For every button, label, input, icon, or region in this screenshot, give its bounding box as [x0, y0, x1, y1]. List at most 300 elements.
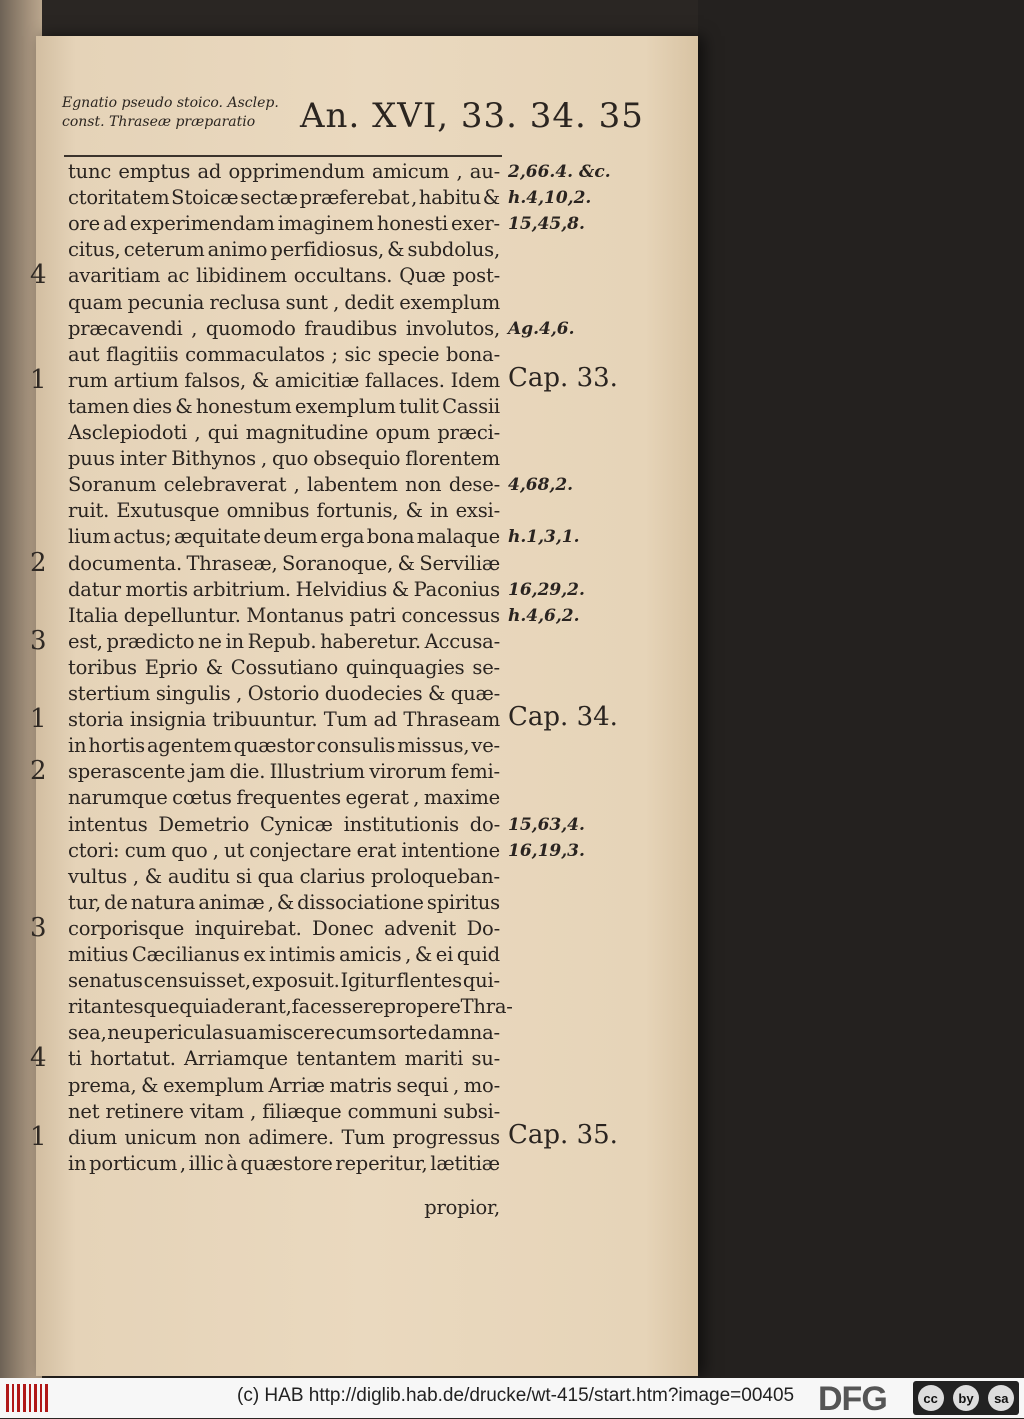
word: &: [144, 865, 162, 888]
word: malaque: [416, 525, 500, 548]
word: censuisset,: [143, 969, 251, 992]
word: sequi: [396, 1074, 449, 1097]
text-line: [68, 552, 500, 575]
text-line: [68, 186, 500, 209]
word: Tum: [341, 1126, 385, 1149]
word: jam: [189, 760, 226, 783]
text-line: [68, 343, 500, 366]
word: Soranoque,: [281, 552, 394, 575]
word: Exutusque: [116, 499, 220, 522]
word: sunt: [285, 291, 328, 314]
word: inter: [119, 447, 167, 470]
word: artium: [113, 369, 179, 392]
word: Italia: [68, 604, 119, 627]
word: non: [405, 473, 442, 496]
word: natura: [130, 891, 196, 914]
word: à: [226, 1152, 238, 1175]
text-line: [68, 1152, 500, 1175]
word: Ostorio: [247, 682, 320, 705]
word: haberetur.: [320, 630, 421, 653]
margin-reference: 16,29,2.: [508, 580, 585, 600]
margin-reference: 15,45,8.: [508, 214, 585, 234]
header-marginal-note: [62, 94, 302, 132]
word: sea,: [68, 1021, 107, 1044]
word: magnitudine: [245, 421, 369, 444]
word: Montanus: [246, 604, 344, 627]
text-line: [68, 995, 513, 1018]
word: quæstor: [233, 734, 315, 757]
header-note-line-1: Egnatio pseudo stoico. Asclep.: [62, 95, 279, 111]
word: retinere: [105, 1100, 184, 1123]
word: ,: [179, 1152, 186, 1175]
word: Arriæ: [268, 1074, 325, 1097]
word: mortis: [125, 578, 188, 601]
text-line: [68, 421, 500, 444]
word: sua: [223, 1021, 258, 1044]
catchword: propior,: [424, 1196, 500, 1219]
word: Thraseam: [403, 708, 500, 731]
text-line: [68, 447, 500, 470]
word: hortatut.: [90, 1047, 176, 1070]
word: obsequio: [313, 447, 401, 470]
word: ad: [373, 708, 398, 731]
word: agentem: [146, 734, 232, 757]
word: Cassii: [442, 395, 500, 418]
by-icon: by: [953, 1385, 979, 1411]
word: cum: [335, 1021, 377, 1044]
word: mo-: [463, 1074, 500, 1097]
text-line: [68, 473, 500, 496]
word: mitius: [68, 943, 129, 966]
word: conjectare: [249, 839, 352, 862]
word: subsi-: [443, 1100, 500, 1123]
text-line: [68, 786, 500, 809]
word: patri: [349, 604, 396, 627]
word: narumque: [68, 786, 168, 809]
word: ad: [103, 212, 127, 235]
word: Paconius: [413, 578, 500, 601]
word: emptus: [118, 160, 191, 183]
word: mariti: [404, 1047, 464, 1070]
word: Thraseæ,: [186, 552, 278, 575]
word: ctoritatem: [68, 186, 170, 209]
text-line: [68, 578, 500, 601]
word: documenta.: [68, 552, 182, 575]
word: bona: [366, 525, 415, 548]
word: tur,: [68, 891, 101, 914]
header-rule: [64, 155, 502, 157]
word: ,: [293, 473, 300, 496]
word: ,: [453, 1074, 460, 1097]
word: &: [141, 1074, 159, 1097]
word: Asclepiodoti: [68, 421, 188, 444]
word: Serviliæ: [419, 552, 500, 575]
text-line: [68, 160, 500, 183]
word: &: [414, 943, 433, 966]
word: do-: [469, 813, 500, 836]
word: dedit: [344, 291, 394, 314]
word: &: [391, 578, 409, 601]
footer-credit-link[interactable]: (c) HAB http://diglib.hab.de/drucke/wt-415/start.htm?image=00405: [237, 1385, 795, 1406]
word: inquirebat.: [194, 917, 302, 940]
word: experimendam: [129, 212, 275, 235]
word: honestum: [195, 395, 292, 418]
word: dissociatione: [297, 891, 424, 914]
word: exemplum: [163, 1074, 264, 1097]
word: ,: [333, 291, 340, 314]
word: Do-: [466, 917, 500, 940]
margin-reference: h.4,6,2.: [508, 606, 580, 626]
word: commaculatos: [185, 343, 325, 366]
text-line: [68, 317, 500, 340]
word: omnibus: [226, 499, 310, 522]
text-line: [68, 813, 500, 836]
word: æquitate: [174, 525, 261, 548]
word: citus,: [68, 238, 121, 261]
word: arbitrium.: [192, 578, 291, 601]
section-number: 3: [30, 626, 47, 656]
word: tamen: [68, 395, 130, 418]
word: rum: [68, 369, 108, 392]
word: vitam: [189, 1100, 245, 1123]
section-number: 1: [30, 365, 47, 395]
word: tentantem: [296, 1047, 397, 1070]
word: hortis: [88, 734, 145, 757]
word: celebraverat: [163, 473, 287, 496]
text-line: [68, 369, 500, 392]
word: &: [397, 552, 415, 575]
word: illic: [188, 1152, 224, 1175]
word: de: [104, 891, 128, 914]
word: avaritiam: [68, 264, 161, 287]
text-line: [68, 839, 500, 862]
word: ;: [331, 343, 338, 366]
word: reperitur,: [335, 1152, 428, 1175]
word: involutos,: [405, 317, 500, 340]
text-line: [68, 604, 500, 627]
word: habitu: [418, 186, 481, 209]
word: lium: [68, 525, 111, 548]
word: communi: [347, 1100, 438, 1123]
word: advenit: [384, 917, 457, 940]
word: erga: [320, 525, 365, 548]
word: exer-: [450, 212, 500, 235]
chapter-marker: Cap. 33.: [508, 363, 618, 393]
word: Cæcilianus: [131, 943, 240, 966]
word: ,: [191, 317, 198, 340]
word: Accusa-: [424, 630, 500, 653]
text-line: [68, 891, 500, 914]
word: maxime: [423, 786, 500, 809]
word: opprimendum: [228, 160, 365, 183]
cc-license-badge[interactable]: [913, 1381, 1019, 1415]
word: Igitur: [340, 969, 396, 992]
word: ctori:: [68, 839, 120, 862]
text-line: [68, 734, 500, 757]
word: Illustrium: [269, 760, 365, 783]
word: non: [204, 1126, 241, 1149]
word: dese-: [448, 473, 500, 496]
word: stertium: [68, 682, 151, 705]
word: Repub.: [247, 630, 317, 653]
word: pecunia: [127, 291, 205, 314]
word: imaginem: [277, 212, 374, 235]
word: ,: [260, 447, 267, 470]
margin-reference: 4,68,2.: [508, 475, 574, 495]
word: quomodo: [205, 317, 296, 340]
word: prema,: [68, 1074, 137, 1097]
word: ne: [198, 630, 222, 653]
text-line: [68, 1047, 500, 1070]
word: in: [68, 1152, 87, 1175]
word: ei: [435, 943, 454, 966]
word: fallaces.: [364, 369, 445, 392]
text-line: [68, 943, 500, 966]
word: flentes: [396, 969, 462, 992]
word: Eprio: [144, 656, 198, 679]
word: virorum: [369, 760, 447, 783]
header-note-line-2: const. Thraseæ præparatio: [62, 114, 256, 130]
running-title: An. XVI, 33. 34. 35: [300, 96, 644, 136]
word: propere: [383, 995, 461, 1018]
word: &: [251, 369, 269, 392]
word: &: [276, 891, 294, 914]
word: exposuit.: [251, 969, 340, 992]
section-number: 2: [30, 548, 47, 578]
word: amicitiæ: [274, 369, 360, 392]
word: actus;: [113, 525, 172, 548]
word: aut: [68, 343, 100, 366]
text-line: [68, 212, 500, 235]
word: ut: [224, 839, 244, 862]
word: fraudibus: [304, 317, 398, 340]
word: quo: [171, 839, 208, 862]
word: consulis: [316, 734, 396, 757]
word: ,: [132, 865, 139, 888]
word: reclusa: [209, 291, 281, 314]
word: ad: [197, 160, 222, 183]
section-number: 3: [30, 913, 47, 943]
word: tribuuntur.: [212, 708, 318, 731]
text-line: [68, 1021, 500, 1044]
word: Demetrio: [158, 813, 250, 836]
word: sectæ: [240, 186, 298, 209]
word: unicum: [124, 1126, 197, 1149]
text-line: [68, 865, 500, 888]
word: sperascente: [68, 760, 186, 783]
word: dies: [132, 395, 172, 418]
dfg-logo: DFG: [818, 1380, 887, 1418]
word: die.: [229, 760, 266, 783]
word: Thra-: [460, 995, 513, 1018]
word: Tum: [323, 708, 368, 731]
word: sic: [344, 343, 372, 366]
word: su-: [471, 1047, 500, 1070]
margin-reference: h.4,10,2.: [508, 188, 592, 208]
word: duodecies: [324, 682, 423, 705]
word: labentem: [307, 473, 398, 496]
word: ruit.: [68, 499, 110, 522]
word: amicis: [339, 943, 402, 966]
word: toribus: [68, 656, 137, 679]
text-line: [68, 708, 500, 731]
word: quæ-: [450, 682, 500, 705]
word: egerat: [345, 786, 409, 809]
word: missus,: [397, 734, 470, 757]
word: clarius: [299, 865, 366, 888]
text-line: [68, 656, 500, 679]
word: spiritus: [426, 891, 500, 914]
word: qui: [207, 421, 239, 444]
word: præcavendi: [68, 317, 183, 340]
word: post-: [452, 264, 500, 287]
word: ,: [456, 160, 463, 183]
word: florentem: [405, 447, 500, 470]
word: exemplum: [399, 291, 500, 314]
margin-reference: h.1,3,1.: [508, 527, 580, 547]
margin-reference: 16,19,3.: [508, 841, 585, 861]
text-line: [68, 395, 500, 418]
word: ,: [411, 186, 418, 209]
word: pericula: [143, 1021, 224, 1044]
word: libidinem: [196, 264, 287, 287]
word: opum: [375, 421, 430, 444]
section-number: 2: [30, 756, 47, 786]
word: quo: [271, 447, 309, 470]
word: qui-: [462, 969, 500, 992]
text-line: [68, 291, 500, 314]
word: sorte: [377, 1021, 428, 1044]
word: ceterum: [123, 238, 205, 261]
word: in: [429, 499, 449, 522]
word: ,: [413, 786, 420, 809]
word: ve-: [471, 734, 500, 757]
word: exemplum: [294, 395, 396, 418]
word: concessus: [401, 604, 500, 627]
word: flagitiis: [106, 343, 179, 366]
word: qua: [257, 865, 294, 888]
text-line: [68, 760, 500, 783]
word: damna-: [427, 1021, 500, 1044]
word: cum: [124, 839, 167, 862]
word: institutionis: [343, 813, 459, 836]
word: in: [225, 630, 244, 653]
section-number: 4: [30, 1043, 47, 1073]
text-line: [68, 682, 500, 705]
word: facessere: [291, 995, 384, 1018]
word: au-: [469, 160, 500, 183]
word: ritantesque: [68, 995, 180, 1018]
word: quinquagies: [345, 656, 465, 679]
word: Arriamque: [184, 1047, 288, 1070]
hab-logo-icon: [6, 1384, 48, 1412]
word: intentus: [68, 813, 148, 836]
word: proloqueban-: [370, 865, 500, 888]
section-number: 1: [30, 704, 47, 734]
word: ,: [405, 943, 412, 966]
word: deum: [263, 525, 318, 548]
word: specie: [377, 343, 440, 366]
word: quam: [68, 291, 123, 314]
text-line: [68, 1100, 500, 1123]
word: Helvidius: [295, 578, 388, 601]
word: ore: [68, 212, 101, 235]
word: porticum: [89, 1152, 178, 1175]
word: filiæque: [262, 1100, 342, 1123]
word: aderant,: [210, 995, 292, 1018]
word: &: [428, 682, 446, 705]
footer-bar: [0, 1378, 1024, 1418]
word: perfidiosus,: [270, 238, 385, 261]
word: datur: [68, 578, 121, 601]
word: erat: [356, 839, 397, 862]
word: femi-: [450, 760, 500, 783]
word: animo: [207, 238, 268, 261]
word: Quæ: [399, 264, 446, 287]
text-line: [68, 630, 500, 653]
word: intentione: [401, 839, 500, 862]
word: subdolus,: [407, 238, 500, 261]
word: in: [68, 734, 87, 757]
word: bona-: [445, 343, 500, 366]
section-number: 1: [30, 1122, 47, 1152]
word: præferebat: [299, 186, 410, 209]
word: ti: [68, 1047, 82, 1070]
word: animæ: [198, 891, 265, 914]
word: est,: [68, 630, 103, 653]
word: intimis: [269, 943, 336, 966]
word: senatus: [68, 969, 143, 992]
word: Soranum: [68, 473, 157, 496]
word: insignia: [129, 708, 207, 731]
word: ,: [212, 839, 219, 862]
word: amicum: [372, 160, 450, 183]
text-line: [68, 238, 500, 261]
word: matris: [329, 1074, 392, 1097]
scan-background: [698, 0, 1024, 1378]
chapter-marker: Cap. 35.: [508, 1120, 618, 1150]
word: &: [205, 656, 223, 679]
word: tunc: [68, 160, 112, 183]
text-line: [68, 1074, 500, 1097]
margin-reference: 15,63,4.: [508, 815, 585, 835]
word: &: [175, 395, 193, 418]
catchword-line: [68, 1196, 500, 1219]
word: honesti: [376, 212, 448, 235]
text-line: [68, 264, 500, 287]
text-line: [68, 969, 500, 992]
word: falsos,: [184, 369, 246, 392]
word: se-: [472, 656, 500, 679]
word: Cossutiano: [230, 656, 338, 679]
word: ,: [194, 421, 201, 444]
text-line: [68, 525, 500, 548]
word: ,: [236, 682, 243, 705]
sa-icon: sa: [988, 1385, 1014, 1411]
word: exsi-: [455, 499, 500, 522]
margin-reference: 2,66.4. &c.: [508, 162, 611, 182]
margin-reference: Ag.4,6.: [508, 319, 575, 339]
word: ac: [167, 264, 190, 287]
word: depelluntur.: [123, 604, 241, 627]
word: prædicto: [106, 630, 195, 653]
word: progressus: [392, 1126, 500, 1149]
text-line: [68, 1126, 500, 1149]
word: singulis: [155, 682, 231, 705]
word: Donec: [312, 917, 374, 940]
word: quæstore: [240, 1152, 333, 1175]
word: &: [482, 186, 500, 209]
